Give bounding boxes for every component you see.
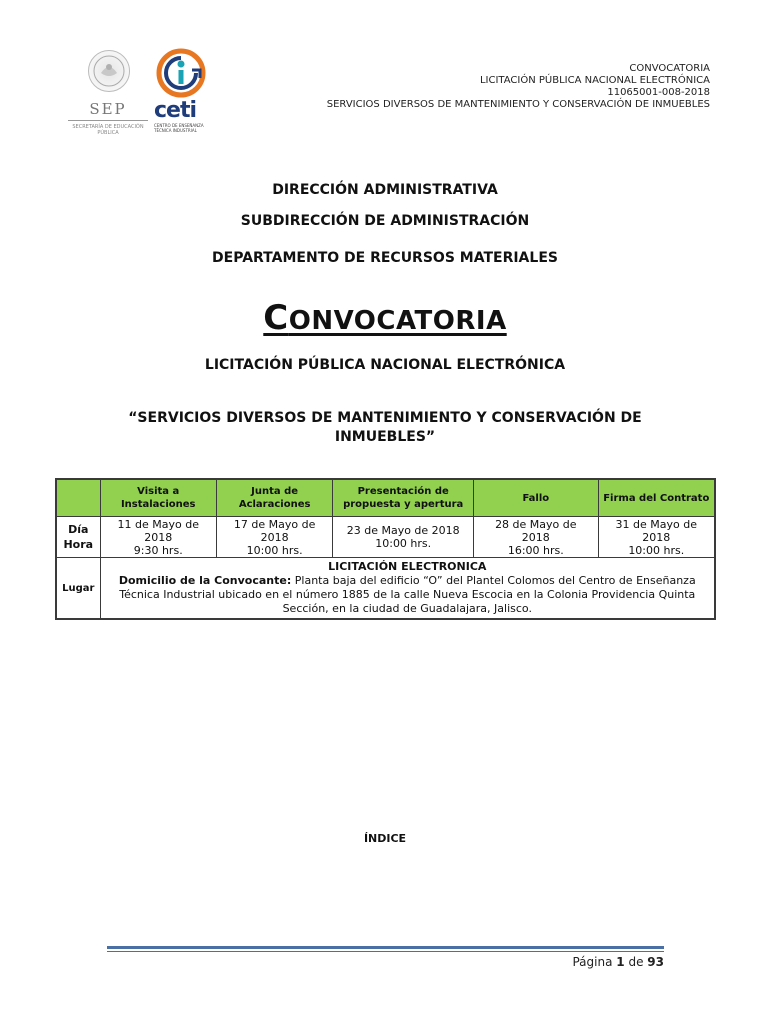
cell-line: 28 de Mayo de xyxy=(495,517,577,531)
cell-line: 2018 xyxy=(521,530,550,544)
row-label-dia: Día xyxy=(68,523,89,536)
table-row xyxy=(56,517,715,558)
index-heading: ÍNDICE xyxy=(363,832,407,845)
footer-divider-thin xyxy=(107,951,664,952)
table-cell xyxy=(100,517,216,558)
cell-line: 2018 xyxy=(144,530,173,544)
header-line-2: LICITACIÓN PÚBLICA NACIONAL ELECTRÓNICA xyxy=(479,75,710,86)
heading-subdireccion: SUBDIRECCIÓN DE ADMINISTRACIÓN xyxy=(240,213,530,229)
address-text: Planta baja del edificio “O” del Plantel Colomos del Centro de Enseñanza Técnica Industrial ubicado en el número 1885 de la calle Nueva Escocia en la Colonia Providencia Quinta Sección, en la ciudad de Guadalajara, Jalisco. xyxy=(119,574,696,615)
cell-line: 10:00 hrs. xyxy=(246,543,303,557)
cell-line: 17 de Mayo de xyxy=(233,517,316,531)
row-label-hora: Hora xyxy=(63,538,94,551)
table-cell xyxy=(598,517,715,558)
table-cell xyxy=(474,517,599,558)
header-line-1: CONVOCATORIA xyxy=(629,63,710,74)
column-header: Firma del Contrato xyxy=(598,479,715,517)
total-pages: 93 xyxy=(647,955,664,969)
heading-servicios-1: “SERVICIOS DIVERSOS DE MANTENIMIENTO Y CONSERVACIÓN DE xyxy=(128,410,642,426)
row-label xyxy=(56,517,100,558)
cell-line: 23 de Mayo de 2018 xyxy=(346,524,460,537)
location-cell xyxy=(100,558,715,620)
sep-logo-subtitle: SECRETARÍA DE EDUCACIÓN PÚBLICA xyxy=(72,124,144,136)
page-title xyxy=(0,298,770,338)
cell-line: 9:30 hrs. xyxy=(133,543,183,557)
table-row xyxy=(56,558,715,620)
footer-divider xyxy=(107,946,664,949)
page-number xyxy=(572,955,664,969)
header-line-4: SERVICIOS DIVERSOS DE MANTENIMIENTO Y CONSERVACIÓN DE INMUEBLES xyxy=(326,99,710,110)
heading-servicios-2: INMUEBLES” xyxy=(334,429,436,445)
cell-line: 11 de Mayo de xyxy=(117,517,199,531)
title-rest: ONVOCATORIA xyxy=(288,306,507,336)
cell-line: 10:00 hrs. xyxy=(375,537,432,550)
table-header-row xyxy=(56,479,715,517)
location-title: LICITACIÓN ELECTRONICA xyxy=(328,560,487,573)
schedule-table xyxy=(55,478,716,620)
table-cell xyxy=(216,517,332,558)
divider xyxy=(68,120,148,121)
ceti-logo xyxy=(150,48,214,138)
column-header: Presentación de propuesta y apertura xyxy=(333,479,474,517)
table-corner-cell xyxy=(56,479,100,517)
sep-logo-text: SEP xyxy=(89,100,127,118)
cell-line: 10:00 hrs. xyxy=(628,543,685,557)
current-page: 1 xyxy=(616,955,625,969)
ceti-emblem-icon xyxy=(154,48,210,100)
column-header: Fallo xyxy=(474,479,599,517)
heading-departamento: DEPARTAMENTO DE RECURSOS MATERIALES xyxy=(212,250,558,266)
title-initial: C xyxy=(263,298,289,338)
header-line-3: 11065001-008-2018 xyxy=(607,87,710,98)
row-label-lugar: Lugar xyxy=(56,558,100,620)
ceti-logo-subtitle: CENTRO DE ENSEÑANZA TÉCNICA INDUSTRIAL xyxy=(154,123,204,133)
page-of: de xyxy=(628,955,644,969)
document-header xyxy=(327,63,710,111)
cell-line: 2018 xyxy=(260,530,289,544)
ceti-logo-text: ceti xyxy=(154,98,197,123)
sep-logo xyxy=(68,50,148,138)
table-cell xyxy=(333,517,474,558)
heading-direccion: DIRECCIÓN ADMINISTRATIVA xyxy=(272,182,498,198)
address-label: Domicilio de la Convocante: xyxy=(118,574,292,587)
column-header: Visita a Instalaciones xyxy=(100,479,216,517)
cell-line: 2018 xyxy=(642,530,671,544)
location-address xyxy=(107,574,708,616)
national-seal-icon xyxy=(88,50,130,92)
column-header: Junta de Aclaraciones xyxy=(216,479,332,517)
cell-line: 31 de Mayo de xyxy=(615,517,697,531)
cell-line: 16:00 hrs. xyxy=(507,543,564,557)
heading-licitacion: LICITACIÓN PÚBLICA NACIONAL ELECTRÓNICA xyxy=(204,357,566,373)
page-label: Página xyxy=(572,955,613,969)
